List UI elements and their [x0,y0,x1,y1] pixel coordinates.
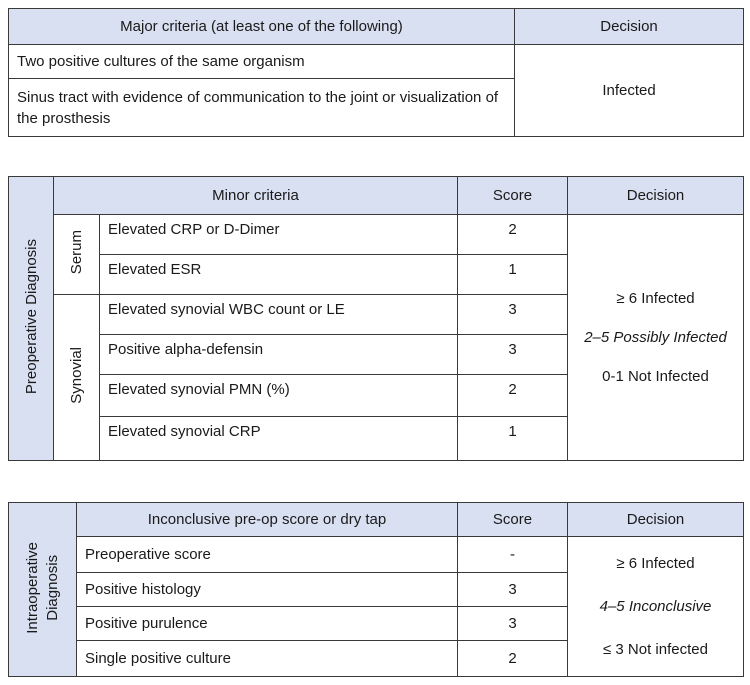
preop-score-crp-ddimer: 2 [458,215,568,255]
intraoperative-side-label [9,503,77,677]
preop-criterion-wbc-le: Elevated synovial WBC count or LE [100,295,458,335]
intraop-criteria-header: Inconclusive pre-op score or dry tap [77,503,458,537]
intraoperative-label-line1: Intraoperative [23,541,41,634]
major-decision-header: Decision [515,9,744,45]
minor-criteria-header: Minor criteria [54,177,458,215]
intraop-decision-not-infected: ≤ 3 Not infected [603,641,708,658]
intraop-criterion-single-culture: Single positive culture [77,641,458,677]
preop-criterion-synovial-crp: Elevated synovial CRP [100,417,458,461]
preop-score-wbc-le: 3 [458,295,568,335]
preop-decision-cell [568,215,744,461]
synovial-group-label-text: Synovial [68,347,85,404]
preop-score-esr: 1 [458,255,568,295]
intraop-score-purulence: 3 [458,607,568,641]
synovial-group-label [54,295,100,461]
intraop-score-histology: 3 [458,573,568,607]
preop-decision-header: Decision [568,177,744,215]
intraop-score-preop-score: - [458,537,568,573]
major-criterion-row-1: Two positive cultures of the same organism [9,45,515,79]
preop-score-synovial-crp: 1 [458,417,568,461]
intraop-decision-cell [568,537,744,677]
serum-group-label [54,215,100,295]
intraop-decision-header: Decision [568,503,744,537]
intraoperative-diagnosis-table [8,502,744,677]
intraop-score-header: Score [458,503,568,537]
major-criteria-table [8,8,744,137]
preop-criterion-esr: Elevated ESR [100,255,458,295]
major-decision-value: Infected [515,45,744,137]
preop-decision-infected: ≥ 6 Infected [616,290,695,307]
intraop-score-single-culture: 2 [458,641,568,677]
major-criteria-header: Major criteria (at least one of the following) [9,9,515,45]
intraoperative-label-line2: Diagnosis [43,554,61,621]
preop-score-alpha-defensin: 3 [458,335,568,375]
preop-criterion-pmn: Elevated synovial PMN (%) [100,375,458,417]
intraop-criterion-preop-score: Preoperative score [77,537,458,573]
intraop-decision-inconclusive: 4–5 Inconclusive [599,598,712,615]
serum-group-label-text: Serum [68,230,85,275]
preoperative-side-label-text: Preoperative Diagnosis [22,238,40,395]
major-criterion-row-2: Sinus tract with evidence of communication to the joint or visualization of the prosthesis [9,79,515,137]
intraop-criterion-purulence: Positive purulence [77,607,458,641]
intraop-decision-infected: ≥ 6 Infected [616,555,695,572]
preop-decision-not-infected: 0-1 Not Infected [602,368,709,385]
preop-criterion-alpha-defensin: Positive alpha-defensin [100,335,458,375]
preop-score-pmn: 2 [458,375,568,417]
preop-criterion-crp-ddimer: Elevated CRP or D-Dimer [100,215,458,255]
preoperative-diagnosis-table [8,176,744,461]
preoperative-side-label [9,177,54,461]
preop-score-header: Score [458,177,568,215]
intraoperative-side-label-text [23,542,63,634]
intraop-criterion-histology: Positive histology [77,573,458,607]
preop-decision-possibly-infected: 2–5 Possibly Infected [584,329,727,346]
